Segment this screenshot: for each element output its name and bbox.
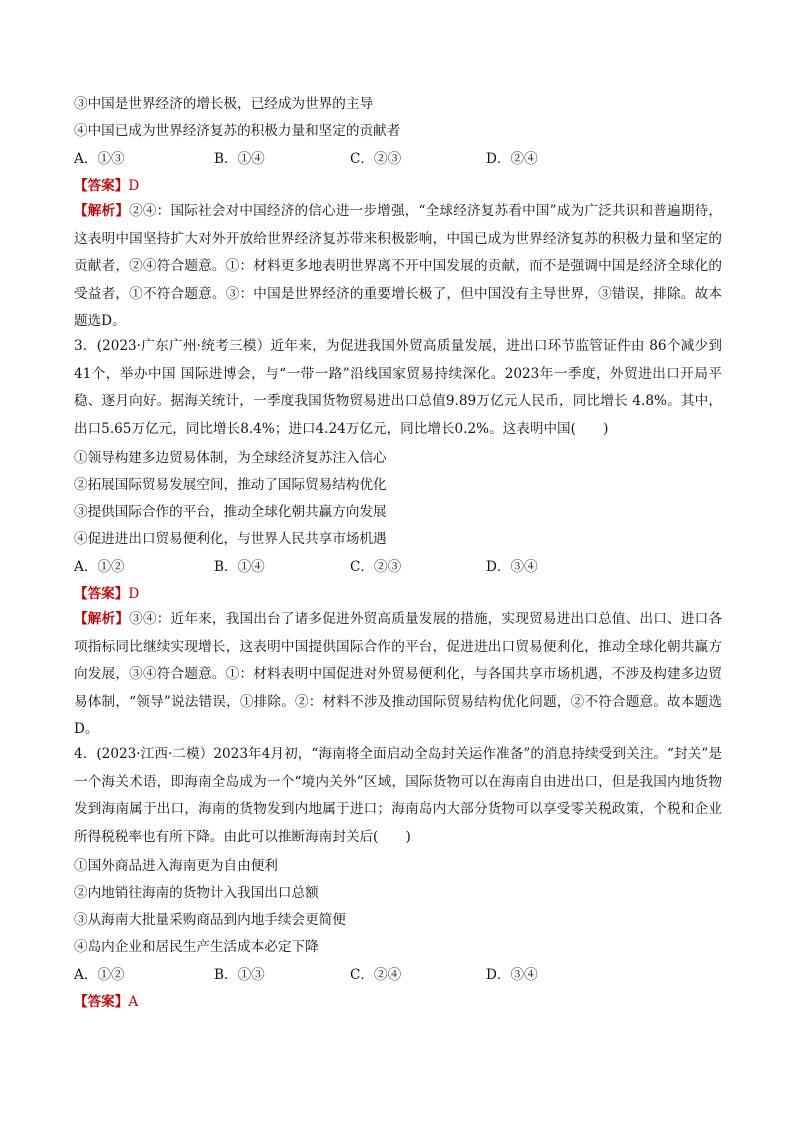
q2-option-4: ④中国已成为世界经济复苏的积极力量和坚定的贡献者 bbox=[74, 123, 401, 139]
q3-analysis bbox=[74, 606, 722, 744]
q2-analysis bbox=[74, 198, 722, 336]
q3-option-3: ③提供国际合作的平台，推动全球化朝共赢方向发展 bbox=[74, 504, 387, 520]
choice-b: B．①④ bbox=[214, 151, 265, 167]
q3-option-1: ①领导构建多边贸易体制，为全球经济复苏注入信心 bbox=[74, 450, 387, 466]
choice-c: C．②③ bbox=[350, 151, 402, 167]
q3-option-2: ②拓展国际贸易发展空间，推动了国际贸易结构优化 bbox=[74, 477, 387, 493]
q3-option-4: ④促进进出口贸易便利化，与世界人民共享市场机遇 bbox=[74, 531, 387, 547]
choice-d: D．③④ bbox=[486, 559, 538, 575]
choice-b: B．①④ bbox=[214, 559, 265, 575]
q4-option-2: ②内地销往海南的货物计入我国出口总额 bbox=[74, 885, 319, 901]
choice-d: D．③④ bbox=[486, 967, 538, 983]
q4-option-4: ④岛内企业和居民生产生活成本必定下降 bbox=[74, 939, 319, 955]
choice-a: A．①② bbox=[74, 967, 125, 983]
answer-tag: 【答案】 bbox=[74, 178, 129, 194]
choice-d: D．②④ bbox=[486, 151, 538, 167]
choice-a: A．①② bbox=[74, 559, 125, 575]
analysis-text: ②④：国际社会对中国经济的信心进一步增强，“全球经济复苏看中国”成为广泛共识和普遍期待，这表明中国坚持扩大对外开放给世界经济复苏带来积极影响，中国已成为世界经济复苏的积极力量和坚定的贡献者，②④符合题意。①：材料更多地表明世界离不开中国发展的贡献，而不是强调中国是经济全球化的受益者，①不符合题意。③：中国是世界经济的重要增长极了，但中国没有主导世界，③错误，排除。故本题选D。 bbox=[74, 203, 722, 329]
answer-tag: 【答案】 bbox=[74, 994, 129, 1010]
q4-stem: 4．(2023·江西·二模）2023年4月初，“海南将全面启动全岛封关运作准备”的消息持续受到关注。“封关”是一个海关术语，即海南全岛成为一个“境内关外”区域，国际货物可以在海南自由进出口，但是我国内地货物发到海南属于出口，海南的货物发到内地属于进口；海南岛内大部分货物可以享受零关税政策，个税和企业所得税税率也有所下降。由此可以推断海南封关后( ) bbox=[74, 746, 722, 845]
choice-b: B．①③ bbox=[214, 967, 265, 983]
q4-option-1: ①国外商品进入海南更为自由便利 bbox=[74, 858, 278, 874]
q4-option-3: ③从海南大批量采购商品到内地手续会更简便 bbox=[74, 912, 346, 928]
q3-stem: 3．(2023·广东广州·统考三模）近年来，为促进我国外贸高质量发展，进出口环节监管证件由 86个减少到41个，举办中国 国际进博会，与“一带一路”沿线国家贸易持续深化。2023年一季度，外贸进出口开局平稳、逐月向好。据海关统计，一季度我国货物贸易进出口总值9.89万亿元人民币，同比增长 4.8%。其中，出口5.65万亿元，同比增长8.4%；进口4.24万亿元，同比增长0.2%。这表明中国( ) bbox=[74, 338, 722, 437]
q3-answer bbox=[74, 585, 139, 603]
choice-c: C．②③ bbox=[350, 559, 402, 575]
q2-option-3: ③中国是世界经济的增长极，已经成为世界的主导 bbox=[74, 96, 374, 112]
answer-value: A bbox=[128, 994, 139, 1010]
analysis-text: ③④：近年来，我国出台了诸多促进外贸高质量发展的措施，实现贸易进出口总值、出口、进口各项指标同比继续实现增长，这表明中国提供国际合作的平台，促进进出口贸易便利化，推动全球化朝共赢方向发展，③④符合题意。①：材料表明中国促进对外贸易便利化，与各国共享市场机遇，不涉及构建多边贸易体制，“领导”说法错误，①排除。②：材料不涉及推动国际贸易结构优化问题，②不符合题意。故本题选D。 bbox=[74, 611, 723, 737]
q4-answer bbox=[74, 993, 138, 1011]
q2-answer bbox=[74, 177, 139, 195]
answer-value: D bbox=[128, 178, 140, 194]
choice-a: A．①③ bbox=[74, 151, 125, 167]
choice-c: C．②④ bbox=[350, 967, 402, 983]
answer-tag: 【答案】 bbox=[74, 586, 129, 602]
analysis-tag: 【解析】 bbox=[74, 203, 130, 219]
analysis-tag: 【解析】 bbox=[74, 611, 130, 627]
answer-value: D bbox=[128, 586, 140, 602]
